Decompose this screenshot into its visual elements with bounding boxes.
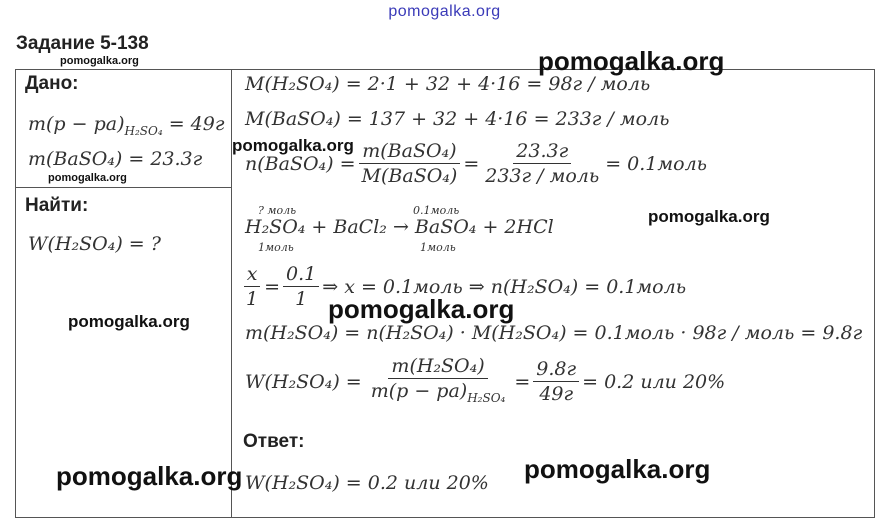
answer-formula: W(H₂SO₄) = 0.2 или 20% [245, 472, 489, 494]
given-solution-mass: $m(p - pa)_{H_2SO_4} = 49г$ [28, 113, 225, 138]
fraction-mass-over-molar: $\frac{\text{m(BaSO₄)}}{\text{M(BaSO₄)}}$ [359, 139, 461, 188]
given-label: Дано: [25, 73, 79, 94]
watermark: pomogalka.org [524, 454, 711, 484]
watermark: pomogalka.org [648, 207, 770, 226]
fraction-mass-fraction: $\frac{\text{m(H₂SO₄)}}{m(p - pa)_{H_2SO_4}}$ [370, 355, 506, 405]
mass-fraction-equation: W(H₂SO₄) = $\frac{\text{m(H₂SO₄)}}{m(p - pa)_{H_2SO_4}}$ = $\frac{9.8г}{49г}$ = 0.2 или 20% [245, 354, 725, 410]
find-label: Найти: [25, 195, 89, 216]
find-formula: W(H₂SO₄) = ? [28, 233, 161, 255]
fraction-x: $\frac{x}{1}$ [243, 262, 261, 311]
answer-label: Ответ: [243, 431, 305, 452]
molar-mass-h2so4: M(H₂SO₄) = 2·1 + 32 + 4·16 = 98г / моль [245, 73, 651, 95]
reaction-equation: H₂SO₄ + BaCl₂ → BaSO₄ + 2HCl [245, 216, 554, 238]
fraction-values: $\frac{23.3г}{\text{233г / моль}}$ [485, 140, 600, 187]
watermark: pomogalka.org [538, 46, 725, 76]
mass-h2so4-equation: m(H₂SO₄) = n(H₂SO₄) · M(H₂SO₄) = 0.1моль · 98г / моль = 9.8г [245, 322, 863, 344]
table-divider-horizontal [15, 187, 232, 188]
watermark: pomogalka.org [56, 461, 243, 491]
proportion-equation: $\frac{x}{1}$ = $\frac{0.1}{1}$ ⇒ x = 0.1моль ⇒ n(H₂SO₄) = 0.1моль [240, 262, 686, 311]
site-header-link[interactable]: pomogalka.org [388, 3, 501, 20]
watermark: pomogalka.org [60, 55, 139, 67]
reaction-above-left: ? моль [258, 204, 297, 217]
reaction-below-right: 1моль [420, 241, 456, 254]
watermark: pomogalka.org [68, 312, 190, 331]
fraction-ratio: $\frac{0.1}{1}$ [283, 262, 319, 311]
molar-mass-baso4: M(BaSO₄) = 137 + 32 + 4·16 = 233г / моль [245, 108, 670, 130]
reaction-above-right: 0.1моль [413, 204, 460, 217]
watermark: pomogalka.org [328, 294, 515, 324]
reaction-below-left: 1моль [258, 241, 294, 254]
given-baso4-mass: m(BaSO₄) = 23.3г [28, 148, 203, 170]
watermark: pomogalka.org [232, 136, 354, 155]
fraction-mass-values: $\frac{9.8г}{49г}$ [533, 357, 579, 406]
task-title: Задание 5-138 [16, 33, 149, 54]
moles-baso4-equation: n(BaSO₄) = $\frac{\text{m(BaSO₄)}}{\text{M(BaSO₄)}}$ = $\frac{23.3г}{\text{233г / моль}}$ = 0.1моль [245, 140, 708, 187]
watermark: pomogalka.org [48, 172, 127, 184]
